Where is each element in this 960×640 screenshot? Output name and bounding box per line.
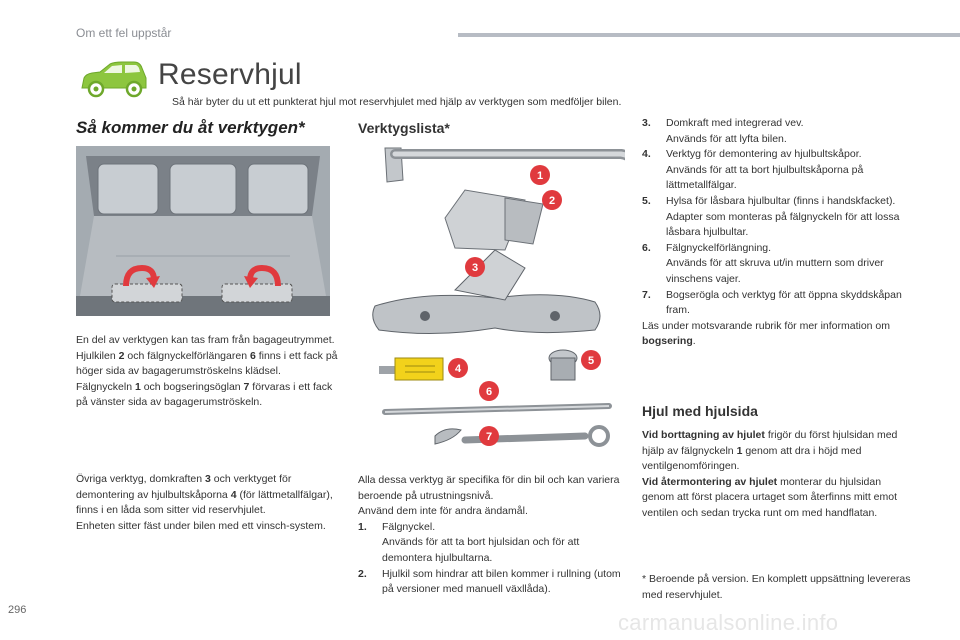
svg-text:2: 2 [548,195,556,207]
tool-label-3 [465,257,485,277]
list-item: 4. Verktyg för demontering av hjulbultskåpor. Används för att ta bort hjulbultskåporna på lättmetallfälgar. [642,148,864,192]
svg-text:7: 7 [485,431,493,443]
tool-label-6 [479,381,499,401]
tool-label-4 [448,358,468,378]
tool-label-5 [581,350,601,370]
curved-arrow-icon [244,264,284,290]
header-rule [458,33,960,37]
heading-tool-list: Verktygslista* [358,120,450,136]
list-item: 6. Fälgnyckelförlängning. Används för att skruva ut/in muttern som driver vinschens vajer. [642,241,884,285]
access-paragraph-2: Övriga verktyg, domkraften 3 och verktyget för demontering av hjulbultskåporna 4 (för lättmetallfälgar), finns i en låda som sitter vid reservhjulet. Enheten sitter fäst under bilen med ett vinsch-system. [76,473,333,532]
list-item: 3. Domkraft med integrerad vev. Används för att lyfta bilen. [642,117,804,145]
trunk-photo [76,146,330,316]
tool-label-1 [530,165,550,185]
svg-text:5: 5 [587,355,595,367]
access-paragraph-1: En del av verktygen kan tas fram från bagageutrymmet. Hjulkilen 2 och fälgnyckelförlängaren 6 finns i ett fack på höger sida av bagagerumströskelns klädsel. Fälgnyckeln 1 och bogseringsöglan 7 förvaras i ett fack på vänster sida av bagagerumströskeln. [76,334,338,409]
page-number: 296 [8,604,27,616]
svg-text:4: 4 [454,363,462,375]
section-label: Om ett fel uppstår [76,26,172,40]
tool-label-7 [479,426,499,446]
svg-text:1: 1 [536,170,544,182]
heading-wheel-hubcap: Hjul med hjulsida [642,403,758,419]
watermark: carmanualsonline.info [618,610,839,635]
heading-access-tools: Så kommer du åt verktygen* [76,118,305,137]
list-item: 5. Hylsa för låsbara hjulbultar (finns i handskfacket). Adapter som monteras på fälgnyckeln för att lossa låsbara hjulbultar. [642,194,900,239]
list-item: 7. Bogserögla och verktyg för att öppna skyddskåpan fram. [642,288,902,317]
footnote: * Beroende på version. En komplett uppsättning levereras med reservhjulet. [642,573,911,601]
list-item: 1. Fälgnyckel. Används för att ta bort hjulsidan och för att demontera hjulbultarna. [358,520,580,564]
svg-text:6: 6 [485,386,493,398]
tool-list-text: Alla dessa verktyg är specifika för din bil och kan variera beroende på utrustningsnivå. Använd dem inte för andra ändamål. 1. Fälgnyckel. Används för att ta bort hjulsidan och för att demontera hjulbultarna. 2. Hjulkil som hindrar att bilen kommer i rullning (utom på versioner med manuell växllåda). [358,473,628,598]
page-subtitle: Så här byter du ut ett punkterat hjul mot reservhjulet med hjälp av verktygen som medföljer bilen. [172,96,622,108]
tool-list-continued [642,116,912,350]
hubcap-instructions: Vid borttagning av hjulet frigör du först hjulsidan med hjälp av fälgnyckeln 1 genom att dra i höjd med ventilgenomföringen. Vid återmontering av hjulet monterar du hjulsidan genom att först placera urtaget som återfinns mitt emot ventilen och sedan trycka runt om med handflatan. [642,429,898,519]
tool-label-2 [542,190,562,210]
page-title: Reservhjul [158,58,302,91]
curved-arrow-icon [120,264,160,290]
towing-reference: Läs under motsvarande rubrik för mer information om bogsering. [642,319,891,348]
list-item: 2. Hjulkil som hindrar att bilen kommer i rullning (utom på versioner med manuell växllåda). [358,567,621,596]
car-icon [78,60,150,100]
svg-text:3: 3 [471,262,479,274]
tools-illustration [365,140,625,460]
